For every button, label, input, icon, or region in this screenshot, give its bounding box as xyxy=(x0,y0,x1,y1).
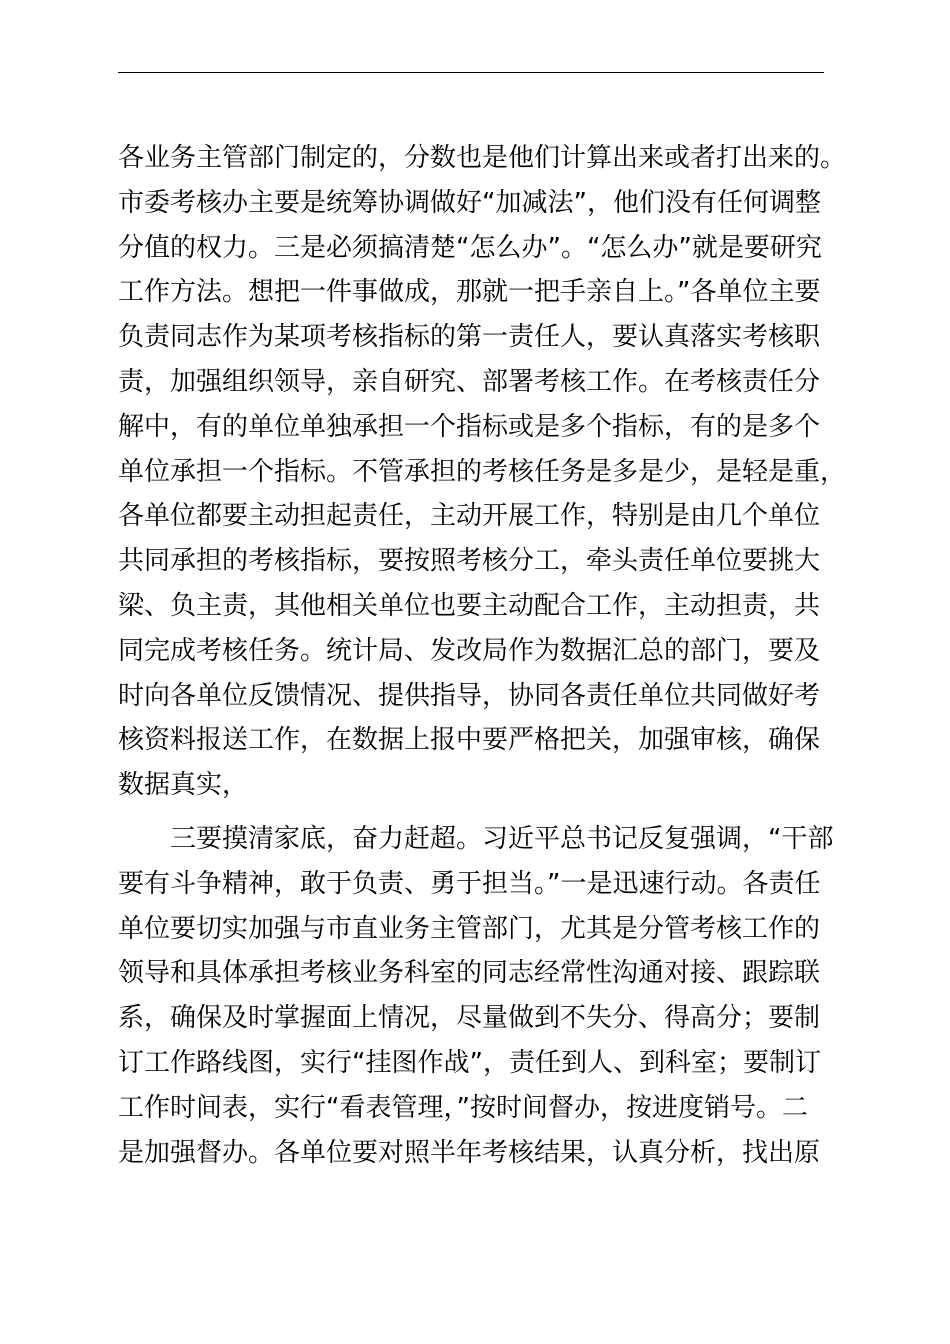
text-line: 各业务主管部门制定的，分数也是他们计算出来或者打出来的。 xyxy=(118,143,847,173)
text-line: 工作时间表，实行“看表管理，”按时间督办，按进度销号。二 xyxy=(118,1092,808,1123)
paragraph-gap xyxy=(118,808,838,817)
paragraph-1 xyxy=(118,136,847,808)
text-line: 系，确保及时掌握面上情况，尽量做到不失分、得高分；要制 xyxy=(118,1003,821,1034)
text-line: 责，加强组织领导，亲自研究、部署考核工作。在考核责任分 xyxy=(118,366,821,397)
text-line: 同完成考核任务。统计局、发改局作为数据汇总的部门，要及 xyxy=(118,635,821,666)
text-line: 核资料报送工作，在数据上报中要严格把关，加强审核，确保 xyxy=(118,725,821,756)
text-line: 负责同志作为某项考核指标的第一责任人，要认真落实考核职 xyxy=(118,322,821,353)
text-line: 解中，有的单位单独承担一个指标或是多个指标，有的是多个 xyxy=(118,411,821,442)
text-line: 领导和具体承担考核业务科室的同志经常性沟通对接、跟踪联 xyxy=(118,958,821,989)
text-line: 要有斗争精神，敢于负责、勇于担当。”一是迅速行动。各责任 xyxy=(118,868,821,899)
text-line: 时向各单位反馈情况、提供指导，协同各责任单位共同做好考 xyxy=(118,680,821,711)
text-line: 工作方法。想把一件事做成，那就一把手亲自上。”各单位主要 xyxy=(118,277,821,308)
document-body xyxy=(118,136,847,1175)
paragraph-2 xyxy=(118,817,838,1175)
text-line: 分值的权力。三是必须搞清楚“怎么办”。“怎么办”就是要研究 xyxy=(118,232,822,263)
text-line: 是加强督办。各单位要对照半年考核结果，认真分析，找出原 xyxy=(118,1137,821,1168)
text-line: 订工作路线图，实行“挂图作战”，责任到人、到科室；要制订 xyxy=(118,1047,821,1078)
text-line: 数据真实， xyxy=(118,770,249,801)
text-line: 市委考核办主要是统筹协调做好“加减法”，他们没有任何调整 xyxy=(118,187,821,218)
text-line: 共同承担的考核指标，要按照考核分工，牵头责任单位要挑大 xyxy=(118,546,821,577)
header-rule xyxy=(118,72,824,73)
text-line-first: 三要摸清家底，奋力赶超。习近平总书记反复强调，“干部 xyxy=(170,823,834,854)
text-line: 单位要切实加强与市直业务主管部门，尤其是分管考核工作的 xyxy=(118,913,821,944)
text-line: 各单位都要主动担起责任，主动开展工作，特别是由几个单位 xyxy=(118,501,821,532)
text-line: 单位承担一个指标。不管承担的考核任务是多是少，是轻是重， xyxy=(118,456,847,487)
text-line: 梁、负主责，其他相关单位也要主动配合工作，主动担责，共 xyxy=(118,590,821,621)
